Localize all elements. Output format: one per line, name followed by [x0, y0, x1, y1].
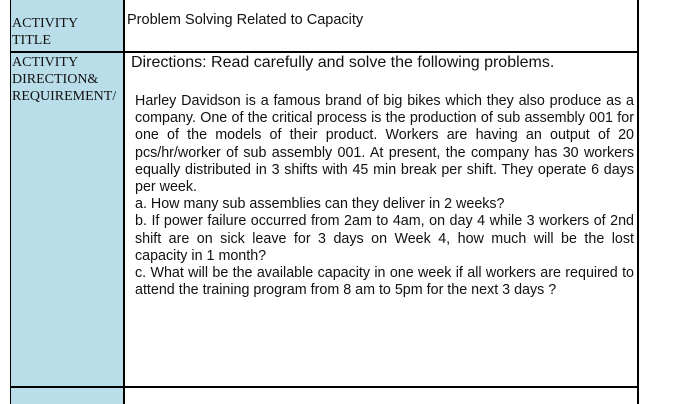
- directions-heading: Directions: Read carefully and solve the following problems.: [131, 54, 555, 71]
- question-c: c. What will be the available capacity in one week if all workers are required to attend the training program from 8 am to 5pm for the next 3 days ?: [135, 265, 634, 299]
- table-border-left: [10, 0, 11, 404]
- activity-title-label: ACTIVITY TITLE: [12, 16, 79, 48]
- scenario-paragraph: Harley Davidson is a famous brand of big bikes which they also produce as a company. One of the critical process is the production of sub assembly 001 for one of the models of their product. Workers are having an output of 20 pcs/hr/worker of sub assembly 001. At present, the company has 30 workers equally distributed in 3 shifts with 45 min break per shift. They operate 6 days per week.: [135, 93, 634, 196]
- activity-direction-label: ACTIVITY DIRECTION& REQUIREMENT/: [12, 55, 117, 104]
- activity-title-value: Problem Solving Related to Capacity: [127, 12, 364, 28]
- table-border-right: [637, 0, 639, 404]
- problem-body: [135, 93, 634, 299]
- question-a: a. How many sub assemblies can they deliver in 2 weeks?: [135, 196, 505, 213]
- row-divider-bottom: [10, 386, 639, 388]
- question-b: b. If power failure occurred from 2am to 4am, on day 4 while 3 workers of 2nd shift are on sick leave for 3 days on Week 4, how much will be the lost capacity in 1 month?: [135, 213, 634, 264]
- table-border-middle: [123, 0, 125, 404]
- row-divider: [10, 51, 639, 53]
